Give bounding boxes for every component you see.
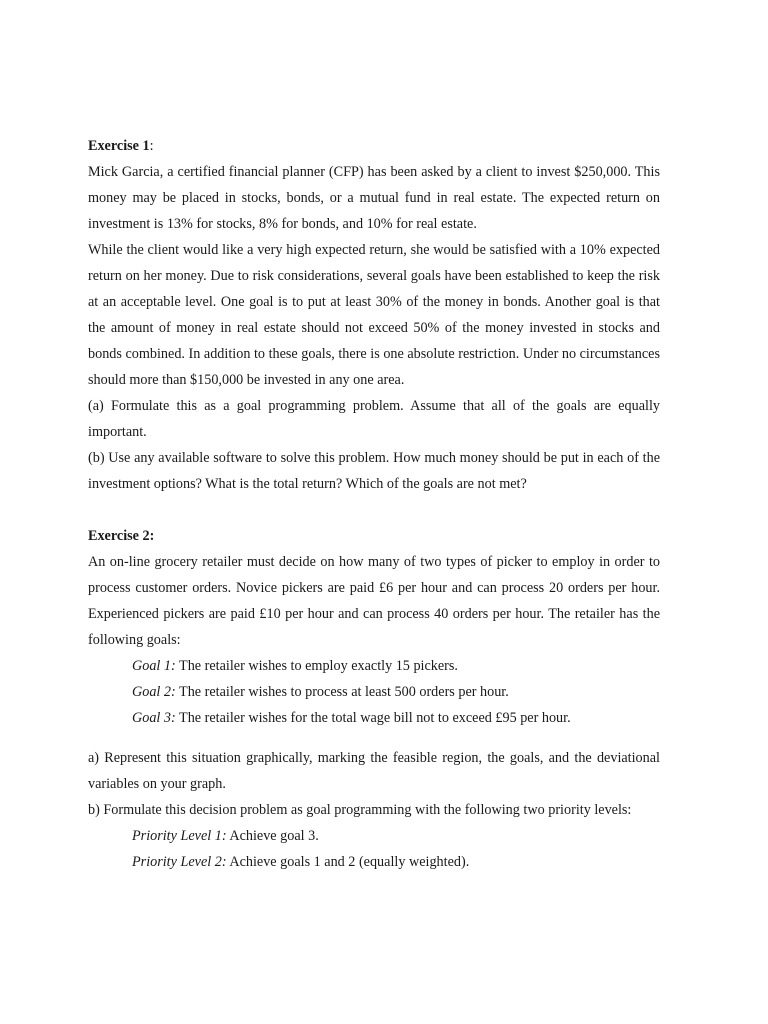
exercise-2-intro: An on-line grocery retailer must decide on how many of two types of picker to employ in order to process customer orders. Novice pickers are paid £6 per hour and can process 20 orders per hour. Experienced pickers are paid £10 per hour and can process 40 orders per hour. The retailer has the following goals:: [88, 554, 660, 648]
priority-text: Achieve goals 1 and 2 (equally weighted).: [226, 854, 470, 870]
section-gap: [88, 731, 660, 745]
goal-text: The retailer wishes to employ exactly 15 pickers.: [175, 658, 458, 674]
priority-item: [88, 823, 660, 849]
goal-item: [88, 705, 660, 731]
exercise-1-part-b: (b) Use any available software to solve this problem. How much money should be put in each of the investment options? What is the total return? Which of the goals are not met?: [88, 450, 660, 492]
exercise-1-title: Exercise 1: [88, 138, 150, 154]
exercise-1-paragraph: While the client would like a very high expected return, she would be satisfied with a 10% expected return on her money. Due to risk considerations, several goals have been established to keep the risk at an acceptable level. One goal is to put at least 30% of the money in bonds. Another goal is that the amount of money in real estate should not exceed 50% of the money invested in stocks and bonds combined. In addition to these goals, there is one absolute restriction. Under no circumstances should more than $150,000 be invested in any one area.: [88, 242, 660, 388]
goal-item: [88, 679, 660, 705]
exercise-1-colon: :: [149, 138, 154, 154]
priority-label: Priority Level 1:: [132, 828, 227, 844]
exercise-1-heading: [88, 133, 660, 159]
exercise-2-part-b: b) Formulate this decision problem as goal programming with the following two priority levels:: [88, 802, 632, 818]
priority-text: Achieve goal 3.: [226, 828, 319, 844]
exercise-2-heading: Exercise 2:: [88, 528, 155, 544]
goal-label: Goal 2:: [132, 684, 176, 700]
section-gap: [88, 497, 660, 523]
exercise-1-part-a: (a) Formulate this as a goal programming problem. Assume that all of the goals are equally important.: [88, 398, 660, 440]
priority-label: Priority Level 2:: [132, 854, 227, 870]
goal-item: [88, 653, 660, 679]
document-page: [88, 133, 660, 875]
goal-text: The retailer wishes to process at least 500 orders per hour.: [175, 684, 509, 700]
exercise-2-part-a: a) Represent this situation graphically, marking the feasible region, the goals, and the deviational variables on your graph.: [88, 750, 660, 792]
exercise-1-paragraph: Mick Garcia, a certified financial planner (CFP) has been asked by a client to invest $250,000. This money may be placed in stocks, bonds, or a mutual fund in real estate. The expected return on investment is 13% for stocks, 8% for bonds, and 10% for real estate.: [88, 164, 660, 232]
goal-label: Goal 1:: [132, 658, 176, 674]
goal-text: The retailer wishes for the total wage bill not to exceed £95 per hour.: [175, 710, 571, 726]
goal-label: Goal 3:: [132, 710, 176, 726]
priority-item: [88, 849, 660, 875]
